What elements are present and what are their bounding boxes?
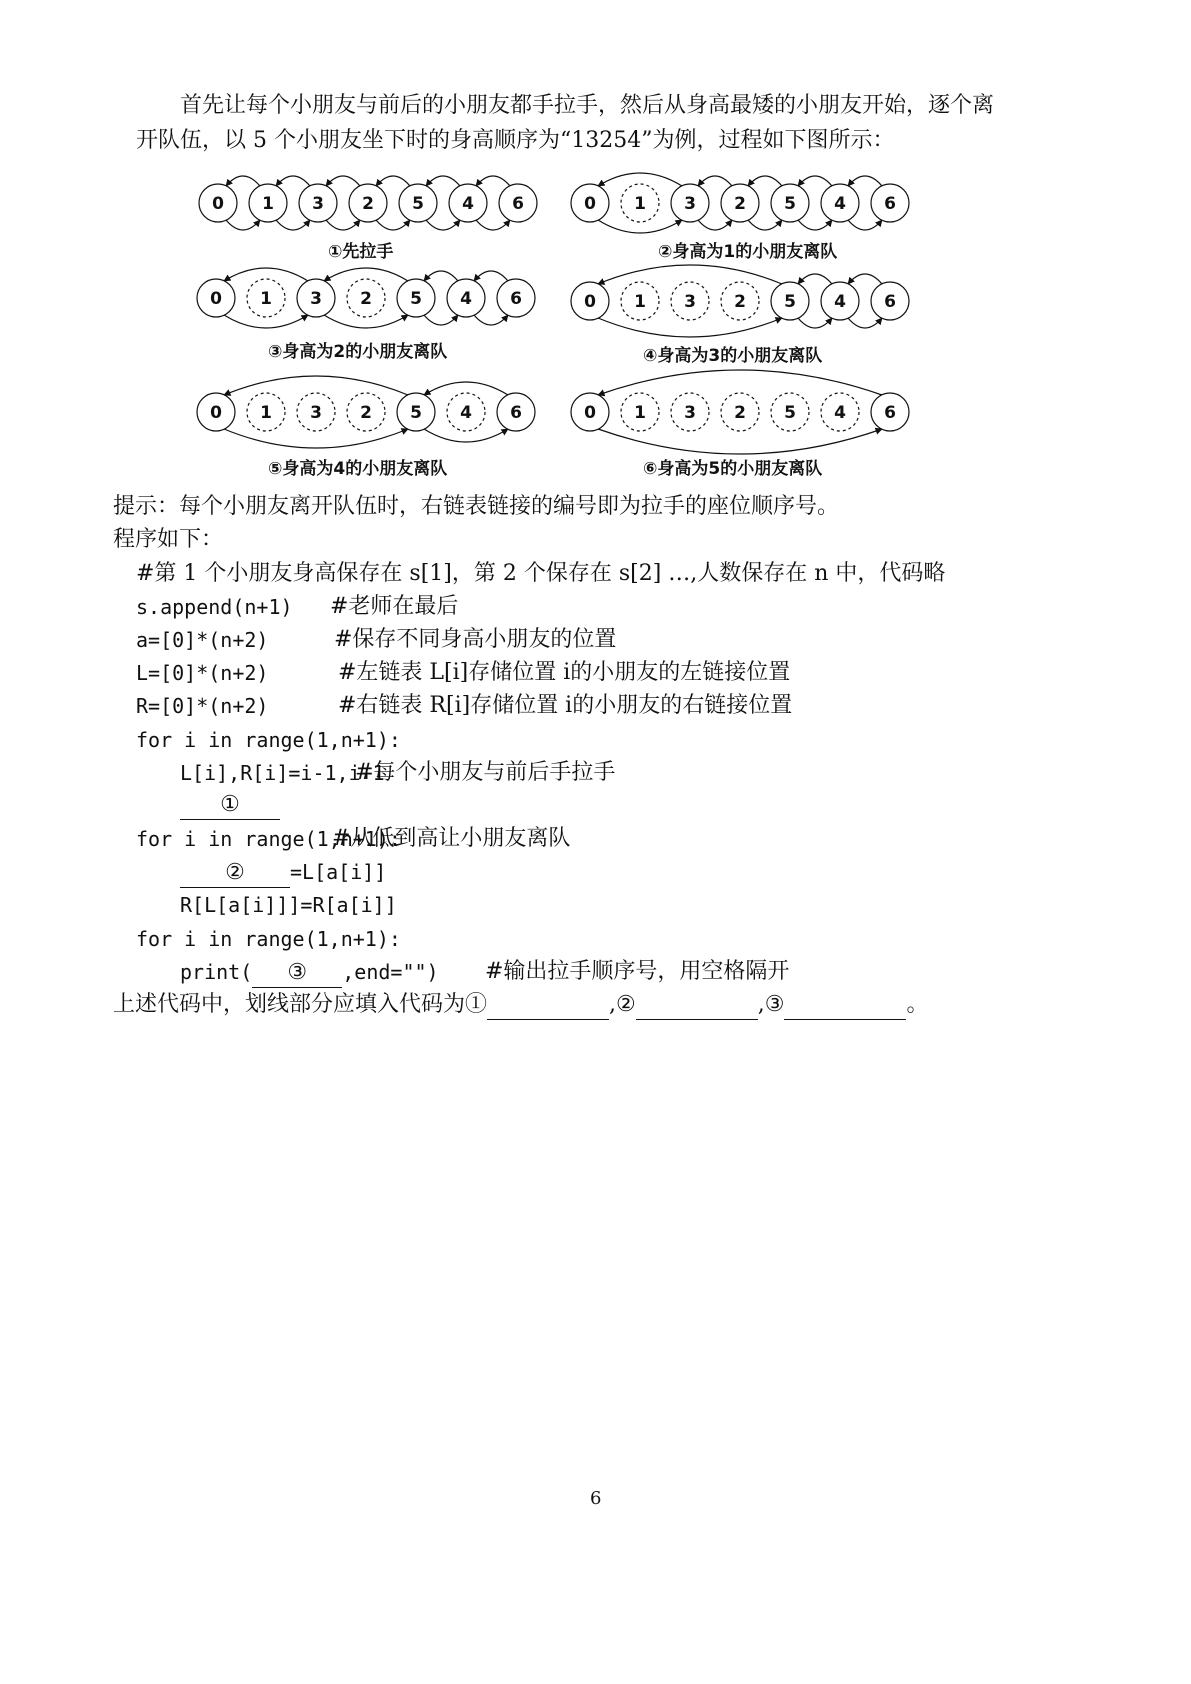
code-13-pre: print( <box>180 960 253 984</box>
child-node-label: 1 <box>260 289 272 309</box>
diagram-panel <box>571 265 909 337</box>
code-line-12: for i in range(1,n+1): <box>136 927 401 951</box>
code-5: R=[0]*(n+2) <box>136 694 269 718</box>
linked-list-diagram <box>180 170 940 480</box>
child-node-label: 6 <box>884 292 896 312</box>
right-link-arrow <box>848 220 882 230</box>
left-link-arrow <box>798 176 832 186</box>
child-node-label: 3 <box>684 403 696 423</box>
code-4: L=[0]*(n+2) <box>136 661 269 685</box>
code-7: L[i],R[i]=i-1,i+1 <box>180 761 385 785</box>
left-link-arrow <box>598 370 882 395</box>
right-link-arrow <box>224 429 408 448</box>
child-node-label: 5 <box>410 403 422 423</box>
code-line-2 <box>136 593 459 621</box>
comment-3: #保存不同身高小朋友的位置 <box>334 627 617 652</box>
code-line-6: for i in range(1,n+1): <box>136 728 401 752</box>
answer-blank-1[interactable] <box>487 991 609 1020</box>
diagram-panel <box>197 268 535 328</box>
child-node-label: 0 <box>212 194 224 214</box>
code-9: for i in range(1,n+1): <box>136 827 401 851</box>
answer-blank-2[interactable] <box>636 991 758 1020</box>
code-line-9 <box>136 825 571 853</box>
child-node-label: 5 <box>784 194 796 214</box>
right-link-arrow <box>424 315 458 325</box>
comment-7: #每个小朋友与前后手拉手 <box>355 760 616 785</box>
left-link-arrow <box>848 176 882 186</box>
panel-caption-3: ③身高为2的小朋友离队 <box>268 342 448 362</box>
child-node-label: 4 <box>460 403 472 423</box>
question-line <box>113 991 928 1020</box>
child-node-label: 0 <box>210 289 222 309</box>
left-link-arrow <box>698 176 732 186</box>
diagram-panel <box>571 370 909 454</box>
page-number: 6 <box>590 1488 602 1509</box>
right-link-arrow <box>598 429 882 454</box>
child-node-label: 6 <box>512 194 524 214</box>
question-end: 。 <box>906 992 929 1017</box>
comment-2: #老师在最后 <box>330 594 459 619</box>
intro-line-2: 开队伍，以 5 个小朋友坐下时的身高顺序为“13254”为例，过程如下图所示： <box>136 128 895 153</box>
code-3: a=[0]*(n+2) <box>136 628 269 652</box>
right-link-arrow <box>426 220 460 230</box>
hint-text: 提示：每个小朋友离开队伍时，右链表链接的编号即为拉手的座位顺序号。 <box>113 494 840 519</box>
question-sep-2: ,② <box>609 992 636 1017</box>
child-node-label: 2 <box>734 403 746 423</box>
child-node-label: 5 <box>784 292 796 312</box>
child-node-label: 2 <box>362 194 374 214</box>
child-node-label: 3 <box>310 403 322 423</box>
blank-3[interactable]: ③ <box>252 959 342 988</box>
child-node-label: 4 <box>462 194 474 214</box>
panel-caption-5: ⑤身高为4的小朋友离队 <box>268 459 448 479</box>
code-2: s.append(n+1) <box>136 595 293 619</box>
child-node-label: 3 <box>684 292 696 312</box>
right-link-arrow <box>276 220 310 230</box>
question-text: 上述代码中，划线部分应填入代码为① <box>113 992 488 1017</box>
right-link-arrow <box>474 315 508 325</box>
child-node-label: 4 <box>834 194 846 214</box>
comment-9: #从低到高让小朋友离队 <box>332 826 571 851</box>
child-node-label: 0 <box>584 403 596 423</box>
code-13-post: ,end="") <box>342 960 439 984</box>
code-line-8 <box>180 791 280 820</box>
blank-1[interactable]: ① <box>180 791 280 820</box>
code-line-10 <box>180 858 386 888</box>
code-line-4 <box>136 659 791 687</box>
left-link-arrow <box>476 176 510 186</box>
right-link-arrow <box>798 318 832 328</box>
code-line-13 <box>180 958 790 988</box>
panel-caption-6: ⑥身高为5的小朋友离队 <box>643 459 823 479</box>
code-line-3 <box>136 626 617 654</box>
left-link-arrow <box>376 176 410 186</box>
child-node-label: 5 <box>784 403 796 423</box>
program-title: 程序如下： <box>113 527 224 552</box>
child-node-label: 2 <box>360 403 372 423</box>
panel-caption-4: ④身高为3的小朋友离队 <box>643 346 823 366</box>
child-node-label: 5 <box>410 289 422 309</box>
child-node-label: 3 <box>310 289 322 309</box>
child-node-label: 2 <box>360 289 372 309</box>
code-line-7 <box>180 759 616 787</box>
code-line-5 <box>136 692 793 720</box>
right-link-arrow <box>226 220 260 230</box>
child-node-label: 4 <box>834 403 846 423</box>
left-link-arrow <box>848 274 882 284</box>
diagram-panel <box>571 173 909 233</box>
child-node-label: 2 <box>734 194 746 214</box>
child-node-label: 1 <box>634 403 646 423</box>
left-link-arrow <box>424 271 458 281</box>
child-node-label: 6 <box>510 289 522 309</box>
right-link-arrow <box>748 220 782 230</box>
child-node-label: 0 <box>210 403 222 423</box>
left-link-arrow <box>748 176 782 186</box>
left-link-arrow <box>276 176 310 186</box>
child-node-label: 0 <box>584 292 596 312</box>
comment-5: #右链表 R[i]存储位置 i的小朋友的右链接位置 <box>338 693 793 718</box>
child-node-label: 1 <box>634 292 646 312</box>
left-link-arrow <box>798 274 832 284</box>
child-node-label: 1 <box>262 194 274 214</box>
child-node-label: 0 <box>584 194 596 214</box>
left-link-arrow <box>326 176 360 186</box>
child-node-label: 2 <box>734 292 746 312</box>
blank-2[interactable]: ② <box>180 859 290 888</box>
child-node-label: 4 <box>460 289 472 309</box>
right-link-arrow <box>476 220 510 230</box>
left-link-arrow <box>224 376 408 395</box>
child-node-label: 6 <box>884 194 896 214</box>
panel-caption-2: ②身高为1的小朋友离队 <box>658 242 838 262</box>
answer-blank-3[interactable] <box>784 991 906 1020</box>
right-link-arrow <box>598 318 782 337</box>
child-node-label: 6 <box>884 403 896 423</box>
child-node-label: 1 <box>260 403 272 423</box>
child-node-label: 3 <box>312 194 324 214</box>
diagram-panel <box>197 376 535 448</box>
code-10-tail: =L[a[i]] <box>290 860 387 884</box>
right-link-arrow <box>698 220 732 230</box>
child-node-label: 6 <box>510 403 522 423</box>
question-sep-3: ,③ <box>757 992 785 1017</box>
child-node-label: 4 <box>834 292 846 312</box>
right-link-arrow <box>326 220 360 230</box>
intro-line-1: 首先让每个小朋友与前后的小朋友都手拉手，然后从身高最矮的小朋友开始，逐个离 <box>180 93 995 118</box>
right-link-arrow <box>848 318 882 328</box>
code-line-11: R[L[a[i]]]=R[a[i]] <box>180 893 397 917</box>
comment-13: #输出拉手顺序号，用空格隔开 <box>485 959 790 984</box>
left-link-arrow <box>598 265 782 284</box>
right-link-arrow <box>376 220 410 230</box>
panel-caption-1: ①先拉手 <box>328 242 394 262</box>
child-node-label: 3 <box>684 194 696 214</box>
code-line-1: #第 1 个小朋友身高保存在 s[1]，第 2 个保存在 s[2] …,人数保存在 n 中，代码略 <box>136 561 946 586</box>
left-link-arrow <box>426 176 460 186</box>
right-link-arrow <box>798 220 832 230</box>
child-node-label: 1 <box>634 194 646 214</box>
comment-4: #左链表 L[i]存储位置 i的小朋友的左链接位置 <box>338 660 791 685</box>
diagram-panel <box>199 176 537 230</box>
child-node-label: 5 <box>412 194 424 214</box>
left-link-arrow <box>226 176 260 186</box>
left-link-arrow <box>474 271 508 281</box>
